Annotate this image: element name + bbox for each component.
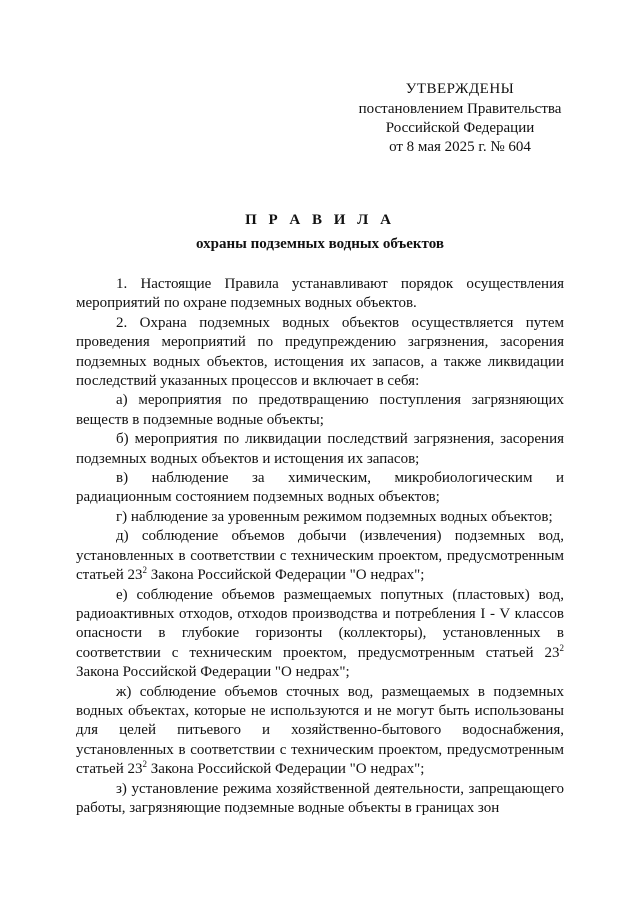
paragraph-2: 2. Охрана подземных водных объектов осуществляется путем проведения мероприятий по предупреждению загрязнения, засорения подземных водных объектов, истощения их запасов, а также ликвидации последствий указанных процессов и включает в себя: <box>76 314 564 390</box>
approval-block <box>340 80 580 157</box>
approval-title: УТВЕРЖДЕНЫ <box>405 81 515 97</box>
document-title: П Р А В И Л А <box>245 212 395 228</box>
paragraph-c: в) наблюдение за химическим, микробиологическим и радиационным состоянием подземных водных объектов; <box>76 470 564 506</box>
superscript: 2 <box>142 759 147 770</box>
superscript: 2 <box>559 642 564 653</box>
approval-line-1: постановлением Правительства <box>358 101 562 117</box>
paragraph-g <box>76 683 564 780</box>
paragraph-f <box>76 586 564 683</box>
document-subtitle: охраны подземных водных объектов <box>196 236 444 252</box>
paragraph-g-text: ж) соблюдение объемов сточных вод, размещаемых в подземных водных объектах, которые не используются и не могут быть использованы для целей питьевого и хозяйственно-бытового водоснабжения, установленных в соответствии с техническим проектом, предусмотренным статьей 23 <box>76 683 564 778</box>
paragraph-e <box>76 527 564 585</box>
approval-line-3: от 8 мая 2025 г. № 604 <box>389 139 531 155</box>
paragraph-f-tail: Закона Российской Федерации "О недрах"; <box>76 664 350 681</box>
superscript: 2 <box>142 565 147 576</box>
paragraph-b: б) мероприятия по ликвидации последствий загрязнения, засорения подземных водных объектов и истощения их запасов; <box>76 431 564 467</box>
paragraph-f-text: е) соблюдение объемов размещаемых попутных (пластовых) вод, радиоактивных отходов, отходов производства и потребления I - V классов опасности в глубокие горизонты (коллекторы), установленных в соответствии с техническим проектом, предусмотренным статьей 23 <box>76 586 564 661</box>
paragraph-h: з) установление режима хозяйственной деятельности, запрещающего работы, загрязняющие подземные водные объекты в границах зон <box>76 780 564 816</box>
paragraph-e-text: д) соблюдение объемов добычи (извлечения) подземных вод, установленных в соответствии с техническим проектом, предусмотренным статьей 23 <box>76 528 564 584</box>
document-body <box>76 275 564 818</box>
paragraph-a: а) мероприятия по предотвращению поступления загрязняющих веществ в подземные водные объекты; <box>76 392 564 428</box>
paragraph-d: г) наблюдение за уровенным режимом подземных водных объектов; <box>116 508 553 525</box>
paragraph-g-tail: Закона Российской Федерации "О недрах"; <box>147 761 425 778</box>
approval-line-2: Российской Федерации <box>385 120 535 136</box>
paragraph-e-tail: Закона Российской Федерации "О недрах"; <box>147 567 425 584</box>
paragraph-1: 1. Настоящие Правила устанавливают порядок осуществления мероприятий по охране подземных водных объектов. <box>76 276 564 312</box>
